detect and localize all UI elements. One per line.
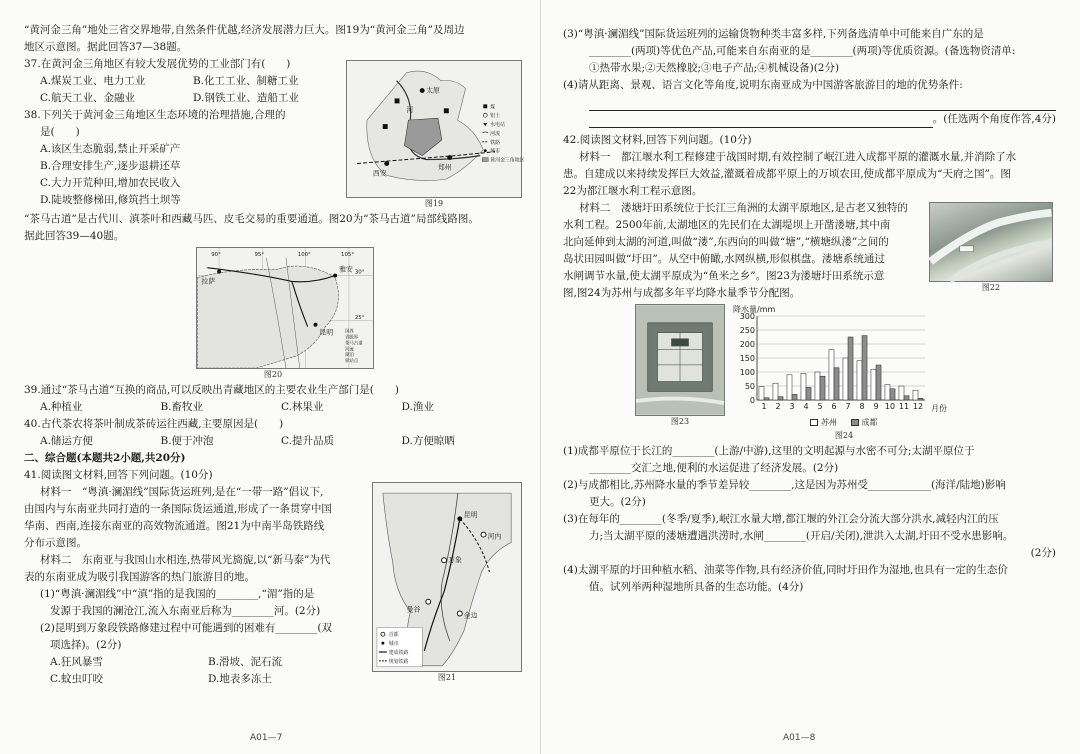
q41-material1-line2: 由国内与东南亚共同打造的一条国际货运通道,形成了一条贯穿中国	[24, 502, 332, 515]
q42-sub3-line3: (2分)	[1030, 546, 1056, 559]
q39-option-d[interactable]: D.渔业	[401, 400, 434, 413]
legend-lake: 湖泊	[345, 353, 354, 359]
q39-option-b[interactable]: B.畜牧业	[160, 400, 204, 413]
q42-material1-line1: 材料一 都江堰水利工程修建于战国时期,有效控制了岷江进入成都平原的灌溉水量,并消除了水	[579, 151, 1017, 163]
lon-label-90: 90°	[211, 251, 221, 258]
q42-sub3-line2: 力;当太湖平原的溇塘遭遇洪涝时,水闸________(开启/关闭),泄洪入太湖,圩田不受水患影响。	[589, 529, 1014, 542]
bar-suzhou-month-10	[885, 385, 890, 400]
weir-structure	[960, 246, 974, 252]
q41-sub1-line1: (1)“粤滇·澜湄线”中“滇”指的是我国的________,“湄”指的是	[40, 587, 315, 600]
q40-option-a[interactable]: A.储运方便	[40, 434, 93, 447]
figure-23-diagram	[635, 304, 725, 416]
zhengzhou-city-dot	[447, 155, 452, 160]
q39-stem: 39.通过“茶马古道”互换的商品,可以反映出青藏地区的主要农业生产部门是( )	[24, 383, 399, 396]
y-tick-label: 200	[739, 340, 755, 349]
figure-24-chart	[733, 304, 955, 416]
intro-19-line2: 地区示意图。据此回答37—38题。	[24, 41, 188, 53]
q39-options	[24, 399, 522, 416]
figure-21-svg	[373, 483, 521, 671]
hanoi-dot	[481, 532, 486, 537]
bar-chengdu-month-1	[764, 398, 769, 400]
intro-19-line1: “黄河金三角”地处三省交界地带,自然条件优越,经济发展潜力巨大。图19为“黄河金三角”及周边	[24, 24, 465, 36]
label-vientiane: 万象	[447, 556, 462, 565]
chart-xlabel: 月份	[931, 404, 947, 413]
q40-option-b[interactable]: B.便于冲泡	[160, 434, 214, 447]
q40-options	[24, 433, 522, 450]
q40-option-c[interactable]: C.提升品质	[281, 434, 334, 447]
label-lhasa: 拉萨	[201, 277, 216, 286]
q40-stem: 40.古代茶农将茶叶制成茶砖运往西藏,主要原因是( )	[24, 417, 284, 430]
legend-planned-railway: 规划铁路	[388, 658, 409, 665]
q37-option-b[interactable]: B.化工工业、制糖工业	[193, 75, 299, 87]
y-tick-label: 0	[749, 396, 755, 405]
y-tick-label: 100	[739, 368, 755, 377]
label-bangkok: 曼谷	[406, 605, 421, 614]
q42-sub1-line2: ________交汇之地,便利的水运促进了经济发展。(2分)	[589, 461, 839, 474]
q41-sub4-answer-line[interactable]	[563, 94, 1056, 111]
legend-capital: 首都	[388, 632, 399, 639]
q42-material2-line1: 材料二 溇塘圩田系统位于长江三角洲的太湖平原地区,是古老又独特的	[579, 202, 908, 214]
taiyuan-city-dot	[420, 88, 425, 93]
legend-national-border: 国界	[345, 329, 354, 335]
lhasa-dot	[217, 270, 221, 274]
figure-20-svg	[197, 248, 373, 368]
figure-22-svg	[930, 203, 1052, 281]
q38-stem-line2: 是( )	[40, 126, 80, 138]
q42-material2-line2: 水利工程。2500年前,太湖地区的先民们在太湖堤坝上开凿溇塘,其中南	[563, 219, 891, 231]
q41-sub2-line1: (2)昆明到万象段铁路修建过程中可能遇到的困难有________(双	[40, 621, 332, 634]
chart-xticks	[761, 402, 923, 411]
figure-20-legend	[345, 328, 363, 365]
lon-label-95: 95°	[254, 251, 265, 258]
legend-coal: 煤	[490, 104, 496, 111]
figure-21-legend	[377, 627, 422, 666]
q41-sub3-line1: (3)“粤滇·澜湄线”国际货运班列的运输货物种类丰富多样,下列备选清单中可能来自广东的是	[563, 28, 984, 40]
lat-label-25: 25°	[354, 314, 365, 321]
legend-city: 城市	[388, 640, 399, 647]
q42-sub4-line2: 值。试列举两种湿地所具备的生态功能。(4分)	[589, 580, 804, 593]
label-taiyuan: 太原	[426, 86, 440, 95]
q37-option-d[interactable]: D.钢铁工业、造船工业	[193, 92, 299, 104]
q41-material1-line1: 材料一 “粤滇·澜湄线”国际货运班列,是在“一带一路”倡议下,	[40, 485, 324, 498]
q42-material2-line6: 图,图24为苏州与成都多年平均降水量季节分配图。	[563, 287, 801, 299]
q37-option-a[interactable]: A.煤炭工业、电力工业	[40, 75, 146, 87]
q39-option-a[interactable]: A.种植业	[40, 400, 83, 413]
x-tick-label: 6	[831, 402, 837, 411]
bangkok-dot	[426, 599, 431, 604]
bar-suzhou-month-3	[787, 375, 792, 400]
q38-option-a[interactable]: A.该区生态脆弱,禁止开采矿产	[40, 143, 181, 155]
q42-material1-line2: 患。自建成以来持续发挥巨大效益,灌溉着成都平原上的万顷农田,使成都平原成为“天府之国”。图	[563, 168, 1011, 180]
figure-19-legend	[482, 103, 524, 163]
q41-sub4-note: 。(任选两个角度作答,4分)	[932, 113, 1056, 125]
yaan-dot	[333, 274, 337, 278]
lat-label-30: 30°	[354, 269, 365, 276]
x-tick-label: 7	[845, 402, 851, 411]
legend-label-suzhou: 苏州	[821, 418, 837, 427]
q41-material2-line2: 表的东南亚成为吸引我国游客的热门旅游目的地。	[24, 570, 255, 583]
q39-option-c[interactable]: C.林果业	[281, 400, 324, 413]
intro-20-line1: “茶马古道”是古代川、滇茶叶和西藏马匹、皮毛交易的重要通道。图20为“茶马古道”局部线路图。	[24, 212, 479, 225]
q42-material2-line5: 水闸调节水量,使太湖平原成为“鱼米之乡”。图23为溇塘圩田系统示意	[563, 270, 885, 282]
y-tick-label: 300	[739, 312, 755, 321]
q41-material1-line3: 华南、西南,连接东南亚的高效物流通道。图21为中南半岛铁路线	[24, 519, 325, 532]
figure-24-caption: 图24	[834, 430, 854, 440]
figure-22-photo	[929, 202, 1053, 282]
x-tick-label: 8	[859, 402, 865, 411]
y-tick-label: 250	[739, 326, 755, 335]
q42-sub4-line1: (4)太湖平原的圩田种植水稻、油菜等作物,具有经济价值,同时圩田作为湿地,也具有一定的生态价	[563, 563, 1008, 576]
label-kunming: 昆明	[463, 510, 478, 519]
q42-sub2-line2: 更大。(2分)	[589, 495, 646, 508]
q41-stem: 41.阅读图文材料,回答下列问题。(10分)	[24, 468, 213, 481]
figure-20-caption: 图20	[263, 369, 283, 379]
q41-option-d[interactable]: D.地表多冻土	[208, 672, 272, 685]
legend-river: 河流	[490, 130, 500, 137]
legend-item-chengdu	[851, 417, 878, 430]
q40-option-d[interactable]: D.方便晾晒	[401, 434, 455, 447]
bar-chengdu-month-7	[848, 337, 853, 400]
precipitation-bar-chart	[733, 304, 955, 416]
y-tick-label: 150	[739, 354, 755, 363]
q41-options-row1	[24, 654, 366, 671]
bar-suzhou-month-2	[773, 383, 778, 400]
intro-20-line2: 据此回答39—40题。	[24, 229, 125, 242]
q42-sub3-line1: (3)在每年的________(冬季/夏季),岷江水量大增,都江堰的外江会分流大部分洪水,减轻内江的压	[563, 512, 999, 525]
figure-19-caption: 图19	[424, 199, 444, 208]
bar-suzhou-month-9	[871, 369, 876, 400]
q38-stem-line1: 38.下列关于黄河金三角地区生态环境的治理措施,合理的	[24, 109, 286, 121]
q41-sub1-line2: 发源于我国的澜沧江,流入东南亚后称为________河。(2分)	[50, 604, 321, 617]
bar-chengdu-month-6	[834, 368, 839, 400]
coal-marker	[395, 98, 400, 103]
page-number-right: A01—8	[783, 733, 816, 744]
right-page	[540, 0, 1080, 754]
bar-chengdu-month-5	[820, 376, 825, 400]
q37-options-row1	[24, 73, 346, 90]
q42-stem: 42.阅读图文材料,回答下列问题。(10分)	[563, 134, 752, 146]
river-channel	[931, 213, 1052, 262]
figure-20-map	[196, 247, 374, 369]
q42-sub1-line1: (1)成都平原位于长江的________(上游/中游),这里的文明起源与水密不可分;太湖平原位于	[563, 444, 975, 457]
chart-bars	[759, 336, 923, 400]
bar-suzhou-month-1	[759, 387, 764, 400]
x-tick-label: 9	[873, 402, 879, 411]
bar-chengdu-month-3	[792, 394, 797, 400]
legend-river: 河流	[345, 347, 354, 353]
q42-sub2-line1: (2)与成都相比,苏州降水量的季节差异较________,这是因为苏州受____________(海洋/陆地)影响	[563, 478, 1006, 491]
label-river: 河	[406, 106, 414, 115]
legend-hydropower: 水电站	[490, 122, 505, 129]
x-tick-label: 1	[761, 402, 767, 411]
q41-sub4-answer-line2[interactable]	[563, 111, 1056, 128]
q38-option-b[interactable]: B.合理安排生产,逐步退耕还草	[40, 160, 181, 172]
page-number-left: A01—7	[250, 733, 283, 744]
label-yaan: 雅安	[339, 265, 353, 274]
legend-item-suzhou	[810, 417, 837, 430]
x-tick-label: 12	[912, 402, 924, 411]
q41-sub3-line3: ①热带水果;②天然橡胶;③电子产品;④机械设备)(2分)	[589, 62, 840, 74]
legend-built-railway: 建成铁路	[388, 649, 409, 656]
bar-suzhou-month-5	[815, 372, 820, 400]
q41-sub4-line1: (4)请从距离、景观、语言文化等角度,说明东南亚成为中国游客旅游目的地的优势条件:	[563, 79, 963, 91]
label-zhengzhou: 郑州	[437, 163, 452, 172]
x-tick-label: 3	[789, 402, 795, 411]
figure-23-caption: 图23	[670, 417, 690, 426]
bar-chengdu-month-12	[918, 398, 923, 400]
chart-legend	[733, 417, 955, 430]
q41-material1-line4: 分布示意图。	[24, 536, 87, 549]
figure-23-svg	[636, 305, 724, 415]
bar-suzhou-month-8	[857, 361, 862, 400]
coal-marker	[444, 108, 449, 113]
y-tick-label: 50	[744, 382, 755, 391]
bar-suzhou-month-11	[899, 386, 904, 400]
legend-golden-triangle: 黄河金三角地区	[490, 157, 525, 164]
figure-21-map	[372, 482, 522, 672]
legend-city: 城市	[490, 148, 500, 155]
legend-railway: 铁路	[490, 139, 500, 146]
q42-material2-line3: 北向延伸到太湖的河道,叫做“溇”,东西向的叫做“塘”,“横塘纵溇”之间的	[563, 236, 889, 248]
coal-marker	[383, 124, 388, 129]
legend-station: 驿站点	[345, 359, 359, 365]
phnompenh-dot	[457, 611, 462, 616]
q41-option-c[interactable]: C.蚊虫叮咬	[50, 672, 103, 685]
bar-chengdu-month-4	[806, 387, 811, 400]
chart-ylabel: 降水量/mm	[733, 305, 776, 314]
border-outline	[197, 266, 338, 368]
figure-22-caption: 图22	[981, 283, 1001, 292]
q38-option-c[interactable]: C.大力开荒种田,增加农民收入	[40, 177, 181, 189]
bar-chengdu-month-10	[890, 389, 895, 400]
q42-material1-line3: 22为都江堰水利工程示意图。	[563, 185, 703, 197]
q41-options-row2	[24, 671, 366, 688]
q41-material2-line1: 材料二 东南亚与我国山水相连,热带风光旖旎,以“新马泰”为代	[40, 553, 331, 566]
q41-option-b[interactable]: B.滑坡、泥石流	[208, 655, 283, 668]
x-tick-label: 11	[898, 402, 910, 411]
bar-chengdu-month-11	[904, 396, 909, 400]
kunming-dot	[457, 516, 462, 521]
vientiane-dot	[442, 558, 447, 563]
bar-chengdu-month-2	[778, 397, 783, 400]
bar-suzhou-month-6	[829, 350, 834, 400]
q42-material2-line4: 岛状田园叫做“圩田”。从空中俯瞰,水网纵横,形似棋盘。溇塘系统通过	[563, 253, 885, 265]
label-kunming: 昆明	[319, 328, 334, 337]
legend-provincial-border: 省级界	[345, 335, 359, 341]
q41-sub2-line2: 项选择)。(2分)	[50, 638, 122, 651]
q37-option-c[interactable]: C.航天工业、金融业	[40, 92, 135, 104]
label-xian: 西安	[372, 169, 387, 178]
lon-label-105: 105°	[341, 251, 355, 258]
bar-chengdu-month-8	[862, 336, 867, 400]
x-tick-label: 10	[884, 402, 896, 411]
bar-suzhou-month-7	[843, 358, 848, 400]
q41-sub3-line2: ________(两项)等优色产品,可能来自东南亚的是________(两项)等优质资源。(备选物资清单:	[589, 45, 1016, 57]
q38-option-d[interactable]: D.陡坡整修梯田,修筑挡土坝等	[40, 194, 181, 206]
label-hanoi: 河内	[487, 532, 502, 541]
xian-city-dot	[384, 161, 389, 166]
bar-chengdu-month-9	[876, 365, 881, 400]
bar-suzhou-month-12	[913, 390, 918, 400]
bar-suzhou-month-4	[801, 373, 806, 400]
legend-tea-road: 茶马古道	[345, 341, 363, 347]
figure-19-svg	[347, 61, 525, 197]
kunming-dot	[314, 323, 318, 327]
lon-label-100: 100°	[297, 251, 311, 258]
figure-21-caption: 图21	[437, 672, 457, 682]
x-tick-label: 4	[803, 402, 809, 411]
label-phnompenh: 金边	[463, 611, 478, 620]
q37-options-row2	[24, 90, 346, 107]
q41-option-a[interactable]: A.狂风暴雪	[50, 655, 103, 668]
legend-label-chengdu: 成都	[861, 418, 878, 427]
x-tick-label: 5	[817, 402, 823, 411]
legend-bauxite: 铝土	[490, 113, 500, 120]
x-tick-label: 2	[775, 402, 781, 411]
section-2-heading: 二、综合题(本题共2小题,共20分)	[24, 451, 186, 464]
figure-19-map	[346, 60, 525, 198]
q37-stem: 37.在黄河金三角地区有较大发展优势的工业部门有( )	[24, 58, 291, 70]
